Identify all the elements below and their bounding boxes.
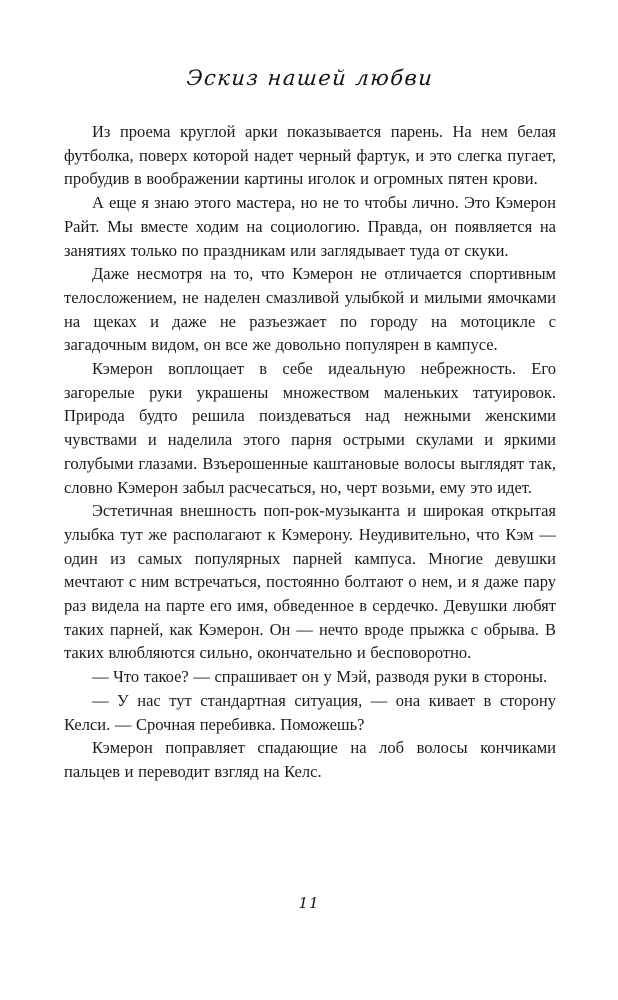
paragraph: А еще я знаю этого мастера, но не то чтобы лично. Это Кэмерон Райт. Мы вместе ходим на социологию. Правда, он появляется на занятиях только по праздникам или заглядывает туда от скуки. [64,193,556,260]
paragraph: Кэмерон воплощает в себе идеальную небрежность. Его загорелые руки украшены множеством маленьких татуировок. Природа будто решила поиздеваться над нежными женскими чувствами и наделила этого парня острыми скулами и яркими голубыми глазами. Взъерошенные каштановые волосы выглядят так, словно Кэмерон забыл расчесаться, но, черт возьми, ему это идет. [64,359,556,497]
paragraph: Даже несмотря на то, что Кэмерон не отличается спортивным телосложением, не наделен смазливой улыбкой и милыми ямочками на щеках и даже не разъезжает по городу на мотоцикле с загадочным видом, он все же довольно популярен в кампусе. [64,264,556,355]
running-head-title: Эскиз нашей любви [185,66,435,90]
paragraph: Из проема круглой арки показывается парень. На нем белая футболка, поверх которой надет черный фартук, и это слегка пугает, пробудив в воображении картины иголок и огромных пятен крови. [64,122,556,189]
paragraph: Эстетичная внешность поп-рок-музыканта и широкая открытая улыбка тут же располагают к Кэмерону. Неудивительно, что Кэм — один из самых популярных парней кампуса. Многие девушки мечтают с ним встречаться, постоянно болтают о нем, и я даже пару раз видела на парте его имя, обведенное в сердечко. Девушки любят таких парней, как Кэмерон. Он — нечто вроде прыжка с обрыва. В таких влюбляются сильно, окончательно и бесповоротно. [64,501,556,663]
paragraph: Кэмерон поправляет спадающие на лоб волосы кончиками пальцев и переводит взгляд на Келс. [64,738,556,781]
paragraph-dialogue: — У нас тут стандартная ситуация, — она кивает в сторону Келси. — Срочная перебивка. Поможешь? [64,690,556,734]
text-block [64,120,556,784]
paragraph-dialogue: — Что такое? — спрашивает он у Мэй, разводя руки в стороны. [92,667,548,687]
page-number: 11 [298,894,320,912]
